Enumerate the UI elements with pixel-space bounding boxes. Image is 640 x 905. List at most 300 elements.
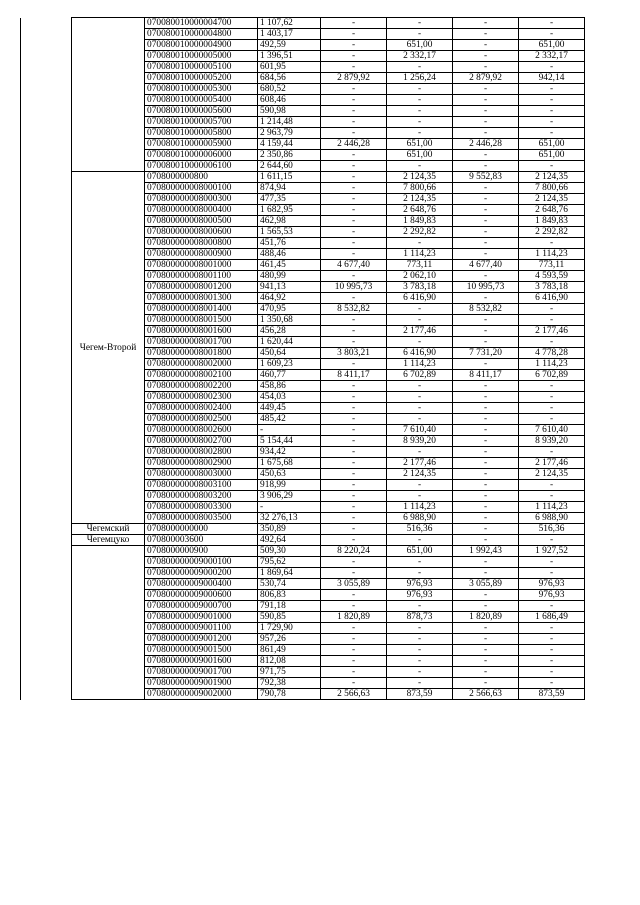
- value-col-2: -: [321, 601, 387, 612]
- cadastral-code: 070800000008002500: [145, 414, 258, 425]
- value-col-2: -: [321, 293, 387, 304]
- value-col-3: -: [387, 414, 453, 425]
- value-col-5: 976,93: [519, 590, 585, 601]
- value-col-5: -: [519, 304, 585, 315]
- cadastral-code: 070080010000006000: [145, 150, 258, 161]
- value-col-2: 10 995,73: [321, 282, 387, 293]
- value-col-1: 1 214,48: [258, 117, 321, 128]
- value-col-2: 2 566,63: [321, 689, 387, 700]
- cadastral-code: 070800000009000100: [145, 557, 258, 568]
- cadastral-code: 070080010000004800: [145, 29, 258, 40]
- value-col-2: -: [321, 84, 387, 95]
- cadastral-code: 070800000008001200: [145, 282, 258, 293]
- value-col-3: 2 124,35: [387, 172, 453, 183]
- value-col-2: -: [321, 18, 387, 29]
- value-col-4: -: [453, 216, 519, 227]
- value-col-5: 651,00: [519, 139, 585, 150]
- value-col-1: 4 159,44: [258, 139, 321, 150]
- cadastral-code: 070800000008001500: [145, 315, 258, 326]
- value-col-5: -: [519, 480, 585, 491]
- value-col-1: 492,64: [258, 535, 321, 546]
- value-col-3: 2 292,82: [387, 227, 453, 238]
- cadastral-code: 070800000008001600: [145, 326, 258, 337]
- value-col-2: 8 532,82: [321, 304, 387, 315]
- value-col-1: 462,98: [258, 216, 321, 227]
- table-row: [21, 524, 585, 535]
- value-col-1: 601,95: [258, 62, 321, 73]
- cadastral-code: 070800000009002000: [145, 689, 258, 700]
- value-col-4: 1 820,89: [453, 612, 519, 623]
- value-col-1: 1 403,17: [258, 29, 321, 40]
- value-col-3: -: [387, 238, 453, 249]
- value-col-1: 1 107,62: [258, 18, 321, 29]
- value-col-2: 2 879,92: [321, 73, 387, 84]
- value-col-3: 3 783,18: [387, 282, 453, 293]
- value-col-1: 918,99: [258, 480, 321, 491]
- value-col-4: -: [453, 502, 519, 513]
- value-col-1: 32 276,13: [258, 513, 321, 524]
- value-col-1: 957,26: [258, 634, 321, 645]
- cadastral-code: 070800000009000700: [145, 601, 258, 612]
- value-col-2: -: [321, 634, 387, 645]
- value-col-3: -: [387, 128, 453, 139]
- value-col-4: -: [453, 524, 519, 535]
- value-col-5: -: [519, 161, 585, 172]
- value-col-3: -: [387, 304, 453, 315]
- value-col-3: 1 114,23: [387, 502, 453, 513]
- value-col-2: -: [321, 667, 387, 678]
- cadastral-code: 070800000009000200: [145, 568, 258, 579]
- value-col-3: -: [387, 106, 453, 117]
- value-col-4: -: [453, 458, 519, 469]
- value-col-5: 2 177,46: [519, 326, 585, 337]
- cadastral-code: 070800000008002400: [145, 403, 258, 414]
- value-col-3: -: [387, 447, 453, 458]
- value-col-5: 2 124,35: [519, 172, 585, 183]
- cadastral-code: 070800000008000500: [145, 216, 258, 227]
- value-col-4: -: [453, 623, 519, 634]
- value-col-4: -: [453, 183, 519, 194]
- table-row: [21, 535, 585, 546]
- value-col-4: -: [453, 293, 519, 304]
- cadastral-code: 070800000009001000: [145, 612, 258, 623]
- value-col-4: 7 731,20: [453, 348, 519, 359]
- value-col-2: -: [321, 150, 387, 161]
- value-col-2: -: [321, 656, 387, 667]
- value-col-2: -: [321, 227, 387, 238]
- value-col-3: 2 124,35: [387, 194, 453, 205]
- value-col-1: -: [258, 425, 321, 436]
- value-col-4: -: [453, 535, 519, 546]
- value-col-5: 1 114,23: [519, 359, 585, 370]
- data-table: [20, 17, 585, 700]
- value-col-5: -: [519, 95, 585, 106]
- value-col-3: 6 416,90: [387, 348, 453, 359]
- value-col-2: -: [321, 183, 387, 194]
- value-col-1: 492,59: [258, 40, 321, 51]
- value-col-3: 1 256,24: [387, 73, 453, 84]
- value-col-4: -: [453, 271, 519, 282]
- value-col-3: 6 416,90: [387, 293, 453, 304]
- cadastral-code: 070800000009001100: [145, 623, 258, 634]
- value-col-4: -: [453, 161, 519, 172]
- value-col-1: 590,85: [258, 612, 321, 623]
- value-col-1: 590,98: [258, 106, 321, 117]
- cadastral-code: 070800000008000400: [145, 205, 258, 216]
- value-col-2: -: [321, 194, 387, 205]
- value-col-2: 4 677,40: [321, 260, 387, 271]
- table-row: [21, 18, 585, 29]
- value-col-5: -: [519, 656, 585, 667]
- value-col-1: 680,52: [258, 84, 321, 95]
- value-col-1: 1 565,53: [258, 227, 321, 238]
- value-col-1: 458,86: [258, 381, 321, 392]
- value-col-1: 1 729,90: [258, 623, 321, 634]
- cadastral-code: 070800000008001000: [145, 260, 258, 271]
- value-col-2: -: [321, 469, 387, 480]
- value-col-1: 460,77: [258, 370, 321, 381]
- value-col-4: -: [453, 84, 519, 95]
- value-col-1: 450,64: [258, 348, 321, 359]
- value-col-3: -: [387, 161, 453, 172]
- value-col-1: 806,83: [258, 590, 321, 601]
- value-col-3: 7 610,40: [387, 425, 453, 436]
- value-col-3: 1 114,23: [387, 249, 453, 260]
- value-col-4: -: [453, 590, 519, 601]
- cadastral-code: 070080010000004900: [145, 40, 258, 51]
- value-col-2: -: [321, 590, 387, 601]
- value-col-2: -: [321, 535, 387, 546]
- value-col-1: 451,76: [258, 238, 321, 249]
- value-col-3: 516,36: [387, 524, 453, 535]
- cadastral-code: 070800000008002300: [145, 392, 258, 403]
- cadastral-code: 070800000009001700: [145, 667, 258, 678]
- cadastral-code: 070080010000005200: [145, 73, 258, 84]
- cadastral-code: 070800000008001800: [145, 348, 258, 359]
- value-col-4: -: [453, 337, 519, 348]
- value-col-4: -: [453, 40, 519, 51]
- value-col-3: 1 849,83: [387, 216, 453, 227]
- value-col-3: -: [387, 117, 453, 128]
- cadastral-code: 0708000000800: [145, 172, 258, 183]
- value-col-3: 2 648,76: [387, 205, 453, 216]
- value-col-2: 8 220,24: [321, 546, 387, 557]
- value-col-3: -: [387, 29, 453, 40]
- value-col-3: -: [387, 480, 453, 491]
- value-col-5: 2 177,46: [519, 458, 585, 469]
- value-col-1: 1 682,95: [258, 205, 321, 216]
- value-col-3: -: [387, 315, 453, 326]
- value-col-2: -: [321, 678, 387, 689]
- value-col-2: -: [321, 436, 387, 447]
- value-col-4: -: [453, 425, 519, 436]
- value-col-5: 1 849,83: [519, 216, 585, 227]
- value-col-3: 976,93: [387, 590, 453, 601]
- value-col-1: 1 609,23: [258, 359, 321, 370]
- value-col-4: -: [453, 62, 519, 73]
- value-col-5: 6 416,90: [519, 293, 585, 304]
- value-col-5: -: [519, 568, 585, 579]
- value-col-2: -: [321, 40, 387, 51]
- value-col-3: 6 702,89: [387, 370, 453, 381]
- cadastral-code: 070080010000004700: [145, 18, 258, 29]
- cadastral-code: 070800000008003500: [145, 513, 258, 524]
- value-col-4: -: [453, 106, 519, 117]
- value-col-4: -: [453, 678, 519, 689]
- value-col-3: 2 062,10: [387, 271, 453, 282]
- value-col-5: -: [519, 557, 585, 568]
- cadastral-code: 070800000009000600: [145, 590, 258, 601]
- value-col-3: -: [387, 535, 453, 546]
- cadastral-code: 070800000009001900: [145, 678, 258, 689]
- cadastral-code: 070800000008002000: [145, 359, 258, 370]
- value-col-4: -: [453, 656, 519, 667]
- value-col-5: 6 988,90: [519, 513, 585, 524]
- value-col-3: -: [387, 568, 453, 579]
- value-col-4: -: [453, 568, 519, 579]
- cadastral-code: 070080010000006100: [145, 161, 258, 172]
- cadastral-code: 070800000008000800: [145, 238, 258, 249]
- value-col-5: 1 686,49: [519, 612, 585, 623]
- value-col-4: 2 566,63: [453, 689, 519, 700]
- value-col-5: -: [519, 337, 585, 348]
- cadastral-code: 070800000008000900: [145, 249, 258, 260]
- value-col-4: 2 879,92: [453, 73, 519, 84]
- cadastral-code: 070080010000005100: [145, 62, 258, 73]
- value-col-5: -: [519, 315, 585, 326]
- value-col-1: 509,30: [258, 546, 321, 557]
- cadastral-code: 070800000008001700: [145, 337, 258, 348]
- value-col-5: -: [519, 403, 585, 414]
- value-col-1: 2 963,79: [258, 128, 321, 139]
- value-col-2: -: [321, 216, 387, 227]
- cadastral-code: 070800000008003100: [145, 480, 258, 491]
- value-col-3: 7 800,66: [387, 183, 453, 194]
- value-col-2: -: [321, 480, 387, 491]
- value-col-4: -: [453, 601, 519, 612]
- value-col-1: 450,63: [258, 469, 321, 480]
- cadastral-code: 070800000008000100: [145, 183, 258, 194]
- cadastral-code: 070080010000005000: [145, 51, 258, 62]
- value-col-2: -: [321, 106, 387, 117]
- value-col-1: 350,89: [258, 524, 321, 535]
- value-col-2: -: [321, 623, 387, 634]
- value-col-2: -: [321, 513, 387, 524]
- value-col-2: -: [321, 359, 387, 370]
- blank-column-cell: [21, 535, 72, 546]
- value-col-1: 477,35: [258, 194, 321, 205]
- value-col-3: -: [387, 634, 453, 645]
- value-col-1: 792,38: [258, 678, 321, 689]
- cadastral-code: 070080010000005300: [145, 84, 258, 95]
- value-col-1: 790,78: [258, 689, 321, 700]
- cadastral-code: 070080010000005400: [145, 95, 258, 106]
- value-col-4: 9 552,83: [453, 172, 519, 183]
- value-col-5: 976,93: [519, 579, 585, 590]
- cadastral-code: 070800000008000300: [145, 194, 258, 205]
- value-col-5: 2 292,82: [519, 227, 585, 238]
- value-col-4: -: [453, 491, 519, 502]
- value-col-1: 971,75: [258, 667, 321, 678]
- value-col-5: 3 783,18: [519, 282, 585, 293]
- value-col-3: -: [387, 392, 453, 403]
- value-col-4: 10 995,73: [453, 282, 519, 293]
- value-col-1: 530,74: [258, 579, 321, 590]
- value-col-2: -: [321, 568, 387, 579]
- cadastral-code: 070080010000005600: [145, 106, 258, 117]
- cadastral-code: 070800000009001600: [145, 656, 258, 667]
- value-col-3: -: [387, 95, 453, 106]
- value-col-5: -: [519, 601, 585, 612]
- value-col-2: -: [321, 51, 387, 62]
- value-col-1: 454,03: [258, 392, 321, 403]
- value-col-5: -: [519, 128, 585, 139]
- value-col-1: 861,49: [258, 645, 321, 656]
- blank-column-cell: [21, 172, 72, 524]
- value-col-2: -: [321, 95, 387, 106]
- value-col-4: -: [453, 513, 519, 524]
- value-col-1: 488,46: [258, 249, 321, 260]
- value-col-4: -: [453, 51, 519, 62]
- value-col-4: -: [453, 194, 519, 205]
- settlement-name: Чегем-Второй: [72, 172, 145, 524]
- value-col-3: 651,00: [387, 139, 453, 150]
- value-col-2: 3 803,21: [321, 348, 387, 359]
- value-col-4: -: [453, 128, 519, 139]
- value-col-3: -: [387, 601, 453, 612]
- value-col-4: -: [453, 315, 519, 326]
- cadastral-code: 070800000009001200: [145, 634, 258, 645]
- value-col-5: 1 114,23: [519, 502, 585, 513]
- settlement-name: [72, 546, 145, 700]
- value-col-1: 1 675,68: [258, 458, 321, 469]
- value-col-2: 3 055,89: [321, 579, 387, 590]
- value-col-5: 773,11: [519, 260, 585, 271]
- value-col-3: -: [387, 645, 453, 656]
- value-col-5: -: [519, 18, 585, 29]
- value-col-1: 812,08: [258, 656, 321, 667]
- value-col-1: -: [258, 502, 321, 513]
- settlement-name: [72, 18, 145, 172]
- value-col-5: -: [519, 238, 585, 249]
- table-row: [21, 546, 585, 557]
- value-col-3: -: [387, 403, 453, 414]
- cadastral-code: 070800000008002700: [145, 436, 258, 447]
- value-col-2: 2 446,28: [321, 139, 387, 150]
- value-col-3: -: [387, 381, 453, 392]
- cadastral-code: 070800000008000600: [145, 227, 258, 238]
- value-col-4: -: [453, 18, 519, 29]
- value-col-5: -: [519, 634, 585, 645]
- value-col-3: -: [387, 557, 453, 568]
- value-col-4: -: [453, 645, 519, 656]
- value-col-3: 651,00: [387, 150, 453, 161]
- value-col-5: 651,00: [519, 150, 585, 161]
- table-body: [21, 18, 585, 700]
- value-col-2: -: [321, 392, 387, 403]
- value-col-2: -: [321, 117, 387, 128]
- value-col-1: 449,45: [258, 403, 321, 414]
- value-col-2: -: [321, 403, 387, 414]
- value-col-5: -: [519, 414, 585, 425]
- value-col-4: -: [453, 249, 519, 260]
- cadastral-code: 070800000008002900: [145, 458, 258, 469]
- value-col-5: -: [519, 535, 585, 546]
- value-col-4: -: [453, 557, 519, 568]
- value-col-3: -: [387, 337, 453, 348]
- value-col-1: 456,28: [258, 326, 321, 337]
- cadastral-code: 070800000008003300: [145, 502, 258, 513]
- value-col-3: 873,59: [387, 689, 453, 700]
- cadastral-code: 070800000008003000: [145, 469, 258, 480]
- value-col-4: -: [453, 29, 519, 40]
- value-col-3: 6 988,90: [387, 513, 453, 524]
- value-col-1: 485,42: [258, 414, 321, 425]
- value-col-1: 941,13: [258, 282, 321, 293]
- value-col-4: -: [453, 205, 519, 216]
- blank-column-cell: [21, 524, 72, 535]
- value-col-2: -: [321, 205, 387, 216]
- value-col-3: 2 177,46: [387, 458, 453, 469]
- value-col-5: 4 593,59: [519, 271, 585, 282]
- cadastral-code: 070800000009000400: [145, 579, 258, 590]
- value-col-4: -: [453, 359, 519, 370]
- value-col-2: -: [321, 271, 387, 282]
- value-col-2: -: [321, 557, 387, 568]
- value-col-5: 1 114,23: [519, 249, 585, 260]
- value-col-5: 1 927,52: [519, 546, 585, 557]
- value-col-2: -: [321, 458, 387, 469]
- value-col-5: -: [519, 117, 585, 128]
- value-col-1: 470,95: [258, 304, 321, 315]
- value-col-4: -: [453, 227, 519, 238]
- value-col-1: 1 350,68: [258, 315, 321, 326]
- value-col-4: 3 055,89: [453, 579, 519, 590]
- value-col-5: 7 800,66: [519, 183, 585, 194]
- document-sheet: [20, 17, 585, 700]
- settlement-name: Чегемцуко: [72, 535, 145, 546]
- value-col-5: -: [519, 678, 585, 689]
- value-col-5: 516,36: [519, 524, 585, 535]
- value-col-1: 2 350,86: [258, 150, 321, 161]
- value-col-4: -: [453, 238, 519, 249]
- value-col-1: 684,56: [258, 73, 321, 84]
- value-col-3: -: [387, 491, 453, 502]
- value-col-2: -: [321, 524, 387, 535]
- value-col-5: 651,00: [519, 40, 585, 51]
- value-col-3: 773,11: [387, 260, 453, 271]
- value-col-2: -: [321, 238, 387, 249]
- value-col-2: -: [321, 425, 387, 436]
- value-col-3: 976,93: [387, 579, 453, 590]
- value-col-1: 795,62: [258, 557, 321, 568]
- value-col-2: -: [321, 29, 387, 40]
- value-col-5: 942,14: [519, 73, 585, 84]
- value-col-2: 8 411,17: [321, 370, 387, 381]
- value-col-2: -: [321, 326, 387, 337]
- value-col-5: -: [519, 645, 585, 656]
- value-col-4: 2 446,28: [453, 139, 519, 150]
- value-col-5: -: [519, 106, 585, 117]
- value-col-1: 461,45: [258, 260, 321, 271]
- value-col-5: -: [519, 381, 585, 392]
- value-col-2: -: [321, 645, 387, 656]
- value-col-3: 651,00: [387, 546, 453, 557]
- value-col-5: 4 778,28: [519, 348, 585, 359]
- value-col-5: -: [519, 392, 585, 403]
- value-col-1: 791,18: [258, 601, 321, 612]
- blank-column-cell: [21, 546, 72, 700]
